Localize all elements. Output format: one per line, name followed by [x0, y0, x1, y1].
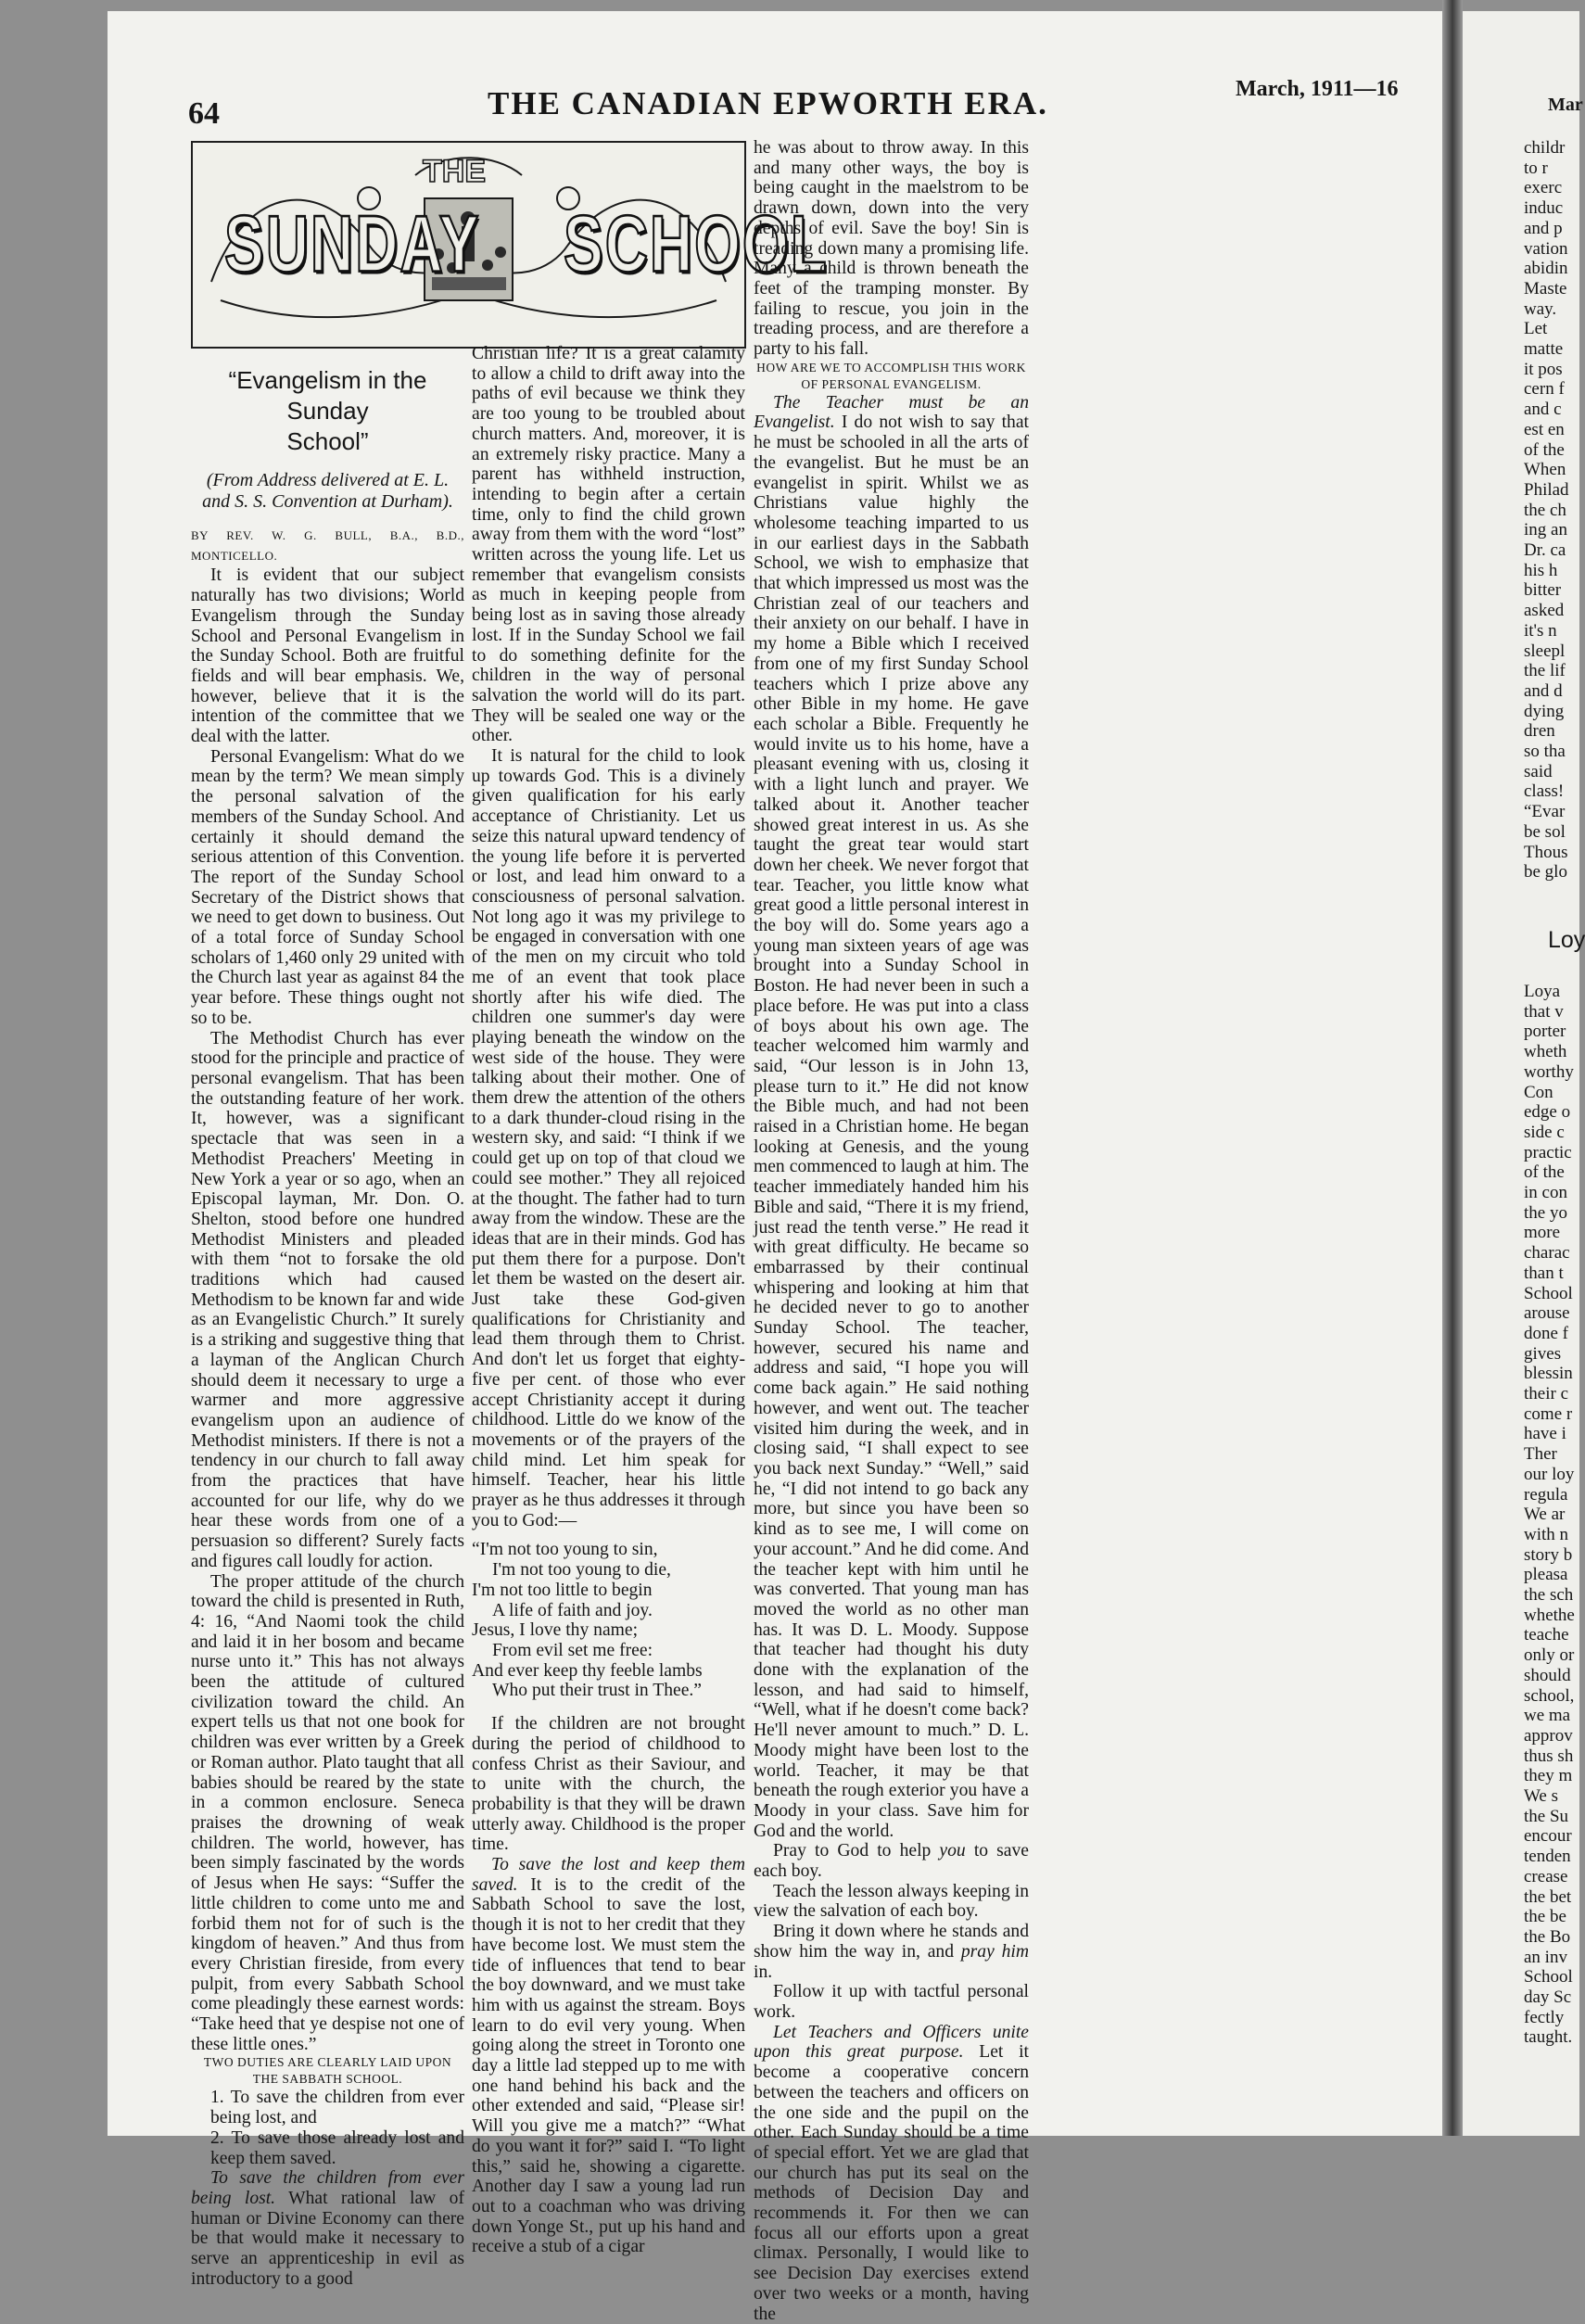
article-source: (From Address delivered at E. L. and S. S. Convention at Durham).	[202, 470, 453, 512]
article-title-line-2: School”	[286, 427, 369, 455]
facing-page-line: tenden	[1524, 1847, 1571, 1867]
facing-page-line: porter	[1524, 1022, 1566, 1042]
paragraph	[472, 1855, 745, 2257]
facing-page-line: arouse	[1524, 1303, 1570, 1324]
facing-page-line: Maste	[1524, 278, 1567, 298]
paragraph-text: Pray to God to help	[773, 1841, 940, 1861]
facing-page-line: should	[1524, 1665, 1571, 1685]
paragraph: Follow it up with tactful personal work.	[754, 1982, 1029, 2022]
paragraph: Teach the lesson always keeping in view the salvation of each boy.	[754, 1881, 1029, 1922]
paragraph-text: in.	[754, 1962, 773, 1982]
facing-page-line: their c	[1524, 1384, 1569, 1403]
facing-page-line: be glo	[1524, 862, 1567, 883]
facing-page-line: so tha	[1524, 742, 1566, 761]
facing-page-line: sleepl	[1524, 641, 1566, 661]
poem-line: “I'm not too young to sin,	[472, 1540, 658, 1560]
facing-page-line: practic	[1524, 1142, 1572, 1162]
facing-page-line: ing an	[1524, 520, 1567, 540]
facing-page-line: only or	[1524, 1645, 1575, 1666]
facing-page-line: abidin	[1524, 259, 1568, 279]
facing-page-line: the be	[1524, 1907, 1566, 1927]
article-title-line-1: “Evangelism in the Sunday	[228, 366, 427, 425]
paragraph-text: I do not wish to say that he must be schooled in all the arts of the evangelist. But he must be an evangelist in spirit. Whilst we as Christians value highly the wholesome teaching imparted to us in our earliest days in the Sabbath School, we wish to emphasize that that which impressed us most was the Christian zeal of our teachers and their anxiety on our behalf. I have in my home a Bible which I received from one of my first Sunday School teachers which I prize above any other Bible in my home. He gave each scholar a Bible. Frequently he would invite us to his home, have a pleasant evening with us, closing it with a light lunch and prayer. We talked about it. Another teacher showed great interest in us. As she taught the great tear would start down her cheek. We never forgot that tear. Teacher, you little know what great good a little personal interest in the boy will do. Some years ago a young man sixteen years of age was brought into a Sunday School in Boston. He had never been in such a place before. He was put into a class of boys about his own age. The teacher welcomed him warmly and said, “Our lesson is in John 13, please turn to it.” He did not know the Bible much, and had not been raised in a Christian home. He began looking at Genesis, and the young men commenced to laugh at him. The teacher immediately handed him his Bible and said, “There it is my friend, just read the tenth verse.” He read it with great difficulty. He became so embarrassed by their continual whispering and looking at him that he decided never to go to another Sunday School. The teacher, however, secured his name and address and said, “I hope you will come back again.” He said nothing however, and went out. The teacher visited him during the week, and in closing said, “I shall expect to see you back next Sunday.” “Well,” said he, “I did not intend to go back any more, but since you have been so kind as to see me, I will come on your account.” And he did come. And the teacher kept with him until he was converted. That young man has moved the world as no other man has. It was D. L. Moody. Suppose that teacher had thought his duty done with the explanation of the lesson, and had said to himself, “Well, what if he doesn't come back? He'll never amount to much.” D. L. Moody might have been lost to the world. Teacher, it may be that beneath the rough exterior you have a Moody in your class. Save him for God and the world.	[754, 413, 1029, 1841]
facing-page-line: Philad	[1524, 479, 1569, 500]
facing-page-line: vation	[1524, 238, 1568, 259]
paragraph-text: Bring it down where he stands and show him the way in, and	[754, 1922, 1029, 1962]
poem-line: From evil set me free:	[492, 1641, 653, 1660]
facing-page-line: Con	[1524, 1082, 1553, 1102]
facing-page-line: Dr. ca	[1524, 540, 1566, 560]
paragraph-text: to save each boy.	[754, 1841, 1029, 1882]
paragraph	[754, 1841, 1029, 1881]
facing-page-line: day Sc	[1524, 1987, 1572, 2007]
poem-line: And ever keep thy feeble lambs	[472, 1660, 703, 1681]
binding-gutter	[1442, 0, 1463, 2136]
duty-item: 2. To save those already lost and keep them saved.	[210, 2127, 464, 2168]
facing-page-line: bitter	[1524, 580, 1562, 601]
issue-date: March, 1911—16	[1236, 77, 1399, 101]
facing-page-line: Thous	[1524, 842, 1568, 862]
facing-page-line: regula	[1524, 1484, 1568, 1505]
facing-page-line: Let	[1524, 319, 1548, 339]
paragraph	[754, 393, 1029, 1842]
facing-page-line: dying	[1524, 701, 1565, 721]
facing-page-line: fectly	[1524, 2007, 1565, 2027]
section-subhead: TWO DUTIES ARE CLEARLY LAID UPON THE SABBATH SCHOOL.	[203, 2055, 452, 2087]
page-number: 64	[188, 96, 220, 131]
paragraph-text: Let it become a cooperative concern between the teachers and officers on the one side and the pupil on the other. Each Sunday should be a time of special effort. Yet we are glad that our church has put its seal on the methods of Decision Day and recommends it. For then we can focus all our efforts upon a great climax. Personally, I would like to see Decision Day exercises extend over two weeks or a month, having the	[754, 2042, 1029, 2324]
facing-page-line: the sch	[1524, 1585, 1574, 1605]
facing-page-line: charac	[1524, 1243, 1570, 1264]
column-2	[472, 344, 745, 2257]
facing-page-line: wheth	[1524, 1042, 1567, 1062]
column-3	[754, 138, 1029, 2324]
facing-page-line: dren	[1524, 721, 1555, 742]
magazine-page	[108, 11, 1442, 2324]
facing-page-line: side c	[1524, 1122, 1565, 1142]
prayer-poem	[472, 1540, 745, 1701]
banner-sunday-word: SUNDAY	[224, 198, 481, 289]
facing-page-line: the Su	[1524, 1806, 1569, 1826]
facing-page-line: our loy	[1524, 1464, 1575, 1484]
paragraph: Personal Evangelism: What do we mean by the term? We mean simply the personal salvation of the members of the Sunday School. And certainly it should demand the serious attention of this Convention. The report of the Sunday School Secretary of the District shows that we need to get down to business. Out of a total force of Sunday School scholars of 1,460 only 29 united with the Church last year as against 84 the year before. These things ought not so to be.	[191, 746, 464, 1028]
facing-page-line: childr	[1524, 138, 1566, 158]
facing-page-line: thus sh	[1524, 1746, 1574, 1766]
facing-page-line: it's n	[1524, 620, 1557, 641]
facing-page-line: est en	[1524, 419, 1565, 439]
paragraph: If the children are not brought during the period of childhood to confess Christ as their Saviour, and to unite with the church, the probability is that they will be drawn utterly away. Childhood is the proper time.	[472, 1714, 745, 1855]
poem-line: Who put their trust in Thee.”	[492, 1681, 702, 1701]
facing-page-line: matte	[1524, 339, 1564, 359]
facing-page-line: blessin	[1524, 1364, 1573, 1384]
facing-page-line: we ma	[1524, 1706, 1571, 1726]
facing-page-line: We s	[1524, 1786, 1558, 1806]
duty-item: 1. To save the children from ever being lost, and	[210, 2088, 464, 2128]
facing-page-line: crease	[1524, 1866, 1568, 1886]
masthead: THE CANADIAN EPWORTH ERA.	[488, 85, 1048, 121]
paragraph: Christian life? It is a great calamity to allow a child to drift away into the paths of evil because we think they are too young to be troubled about church matters. And, moreover, it is an extremely risky practice. Many a parent has withheld instruction, intending to begin after a certain time, only to find the child grown away from them with the word “lost” written across the young life. Let us remember that evangelism consists as much in keeping people from being lost as in saving those already lost. If in the Sunday School we fail to do something definite for the children in the way of personal salvation the world will do its part. They will be sealed one way or the other.	[472, 344, 745, 746]
facing-page-line: come r	[1524, 1403, 1573, 1424]
facing-page-line: than t	[1524, 1263, 1564, 1283]
facing-page-line: gives	[1524, 1343, 1562, 1364]
poem-line: A life of faith and joy.	[492, 1600, 653, 1620]
facing-page-line: School	[1524, 1967, 1573, 1987]
facing-page-line: and d	[1524, 680, 1563, 701]
facing-page-line: school,	[1524, 1685, 1575, 1706]
facing-page-line: School	[1524, 1283, 1573, 1303]
facing-page-title: Loy	[1548, 927, 1585, 953]
facing-page-line: approv	[1524, 1725, 1573, 1746]
facing-page-line: the ch	[1524, 500, 1566, 520]
facing-page-line: said	[1524, 761, 1553, 781]
banner-the-word: THE	[423, 154, 486, 189]
facing-page-line: they m	[1524, 1766, 1573, 1786]
facing-page-line: have i	[1524, 1424, 1566, 1444]
facing-page-line: We ar	[1524, 1505, 1566, 1525]
paragraph-text: It is to the credit of the Sabbath School to save the lost, though it is not to her credit that they have become lost. We must stem the tide of influences that tend to bear the boy downward, and we must take him with us against the stream. Boys learn to do evil very young. When going along the street in Toronto one day a little lad stepped up to me with one hand behind his back and the other extended and said, “Please sir! Will you give me a match?” “What do you want it for?” said I. “To light this,” said he, showing a cigarette. Another day I saw a young lad run out to a coachman who was driving down Yonge St., put up his hand and receive a stub of a cigar	[472, 1874, 745, 2257]
sunday-school-banner	[191, 141, 829, 349]
facing-page-line: of the	[1524, 1162, 1565, 1183]
facing-page-line: way.	[1524, 298, 1557, 319]
facing-page-line: teache	[1524, 1625, 1569, 1645]
paragraph: It is natural for the child to look up towards God. This is a divinely given qualification for his early acceptance of Christianity. Let us seize this natural upward tendency of the young life before it is perverted or lost, and lead him onward to a consciousness of personal salvation. Not long ago it was my privilege to be engaged in conversation with one of the men on my circuit who told me of an event that took place shortly after his wife died. The children one summer's day were playing beneath the window on the west side of the house. They were talking about their mother. One of them drew the attention of the others to a dark thunder-cloud rising in the western sky, and said: “I think if we could get up on top of that cloud we could see mother.” They all rejoiced at the thought. The father had to turn away from the window. These are the ideas that are in their minds. God has put them there for a purpose. Don't let them be wasted on the desert air. Just take these God-given qualifications for Christianity and lead them through them to Christ. And don't let us forget that eighty-five per cent. of those who ever accept Christianity accept it during childhood. Little do we know of the movements or of the prayers of the child mind. Let him speak for himself. Teacher, hear his little prayer as he thus addresses it through you to God:—	[472, 746, 745, 1530]
emphasis-word: pray him	[960, 1941, 1029, 1962]
facing-page-line: the yo	[1524, 1202, 1567, 1223]
paragraph-text: What rational law of human or Divine Economy can there be that would make it necessary to serve an apprenticeship in evil as introductory to a good	[191, 2188, 464, 2289]
facing-page-line: and c	[1524, 400, 1562, 420]
emphasis-word: you	[939, 1841, 966, 1861]
facing-page-line: more	[1524, 1223, 1561, 1243]
facing-page-line: induc	[1524, 198, 1564, 219]
facing-page-line: whethe	[1524, 1605, 1575, 1625]
facing-page-line: in con	[1524, 1183, 1567, 1202]
facing-page-line: Ther	[1524, 1444, 1557, 1465]
facing-page-line: Loya	[1524, 982, 1561, 1001]
paragraph: It is evident that our subject naturally has two divisions; World Evangelism through the Sunday School and Personal Evangelism in the Sunday School. Both are fruitful fields and will bear emphasis. We, however, believe that it is the intention of the committee that we deal with the latter.	[191, 565, 464, 747]
facing-page-line: his h	[1524, 560, 1558, 580]
facing-page-line: the bet	[1524, 1886, 1572, 1907]
facing-page-line: the Bo	[1524, 1926, 1571, 1947]
paragraph: The Methodist Church has ever stood for the principle and practice of personal evangelism. That has been the outstanding feature of her work. It, however, was a significant spectacle that was seen in a Methodist Preachers' Meeting in New York a year or so ago, when an Episcopal layman, Mr. Don. O. Shelton, stood before one hundred Methodist Ministers and pleaded with them “not to forsake the old traditions which had caused Methodism to be known far and wide as an Evangelistic Church.” It surely is a striking and suggestive thing that a layman of the Anglican Church should deem it necessary to urge a warmer and more aggressive evangelism upon an audience of Methodist ministers. If there is not a tendency in our church to fall away from the practices that have accounted for our life, why do we hear these words from one of a persuasion so different? Surely facts and figures call loudly for action.	[191, 1028, 464, 1571]
facing-page-line: pleasa	[1524, 1565, 1568, 1585]
facing-page-edge	[1463, 11, 1585, 2136]
poem-line: I'm not too little to begin	[472, 1580, 653, 1600]
facing-page-line: with n	[1524, 1524, 1569, 1544]
facing-page-line: class!	[1524, 781, 1565, 802]
facing-page-line: and p	[1524, 218, 1563, 238]
article-title	[191, 365, 464, 457]
column-1	[191, 365, 464, 2289]
facing-page-line: that v	[1524, 1001, 1564, 1022]
section-subhead: HOW ARE WE TO ACCOMPLISH THIS WORK OF PERSONAL EVANGELISM.	[756, 360, 1026, 391]
facing-page-line: it pos	[1524, 359, 1563, 379]
article-byline: BY REV. W. G. BULL, B.A., B.D., MONTICELLO.	[191, 528, 464, 563]
emphasis-lead: To save the lost and keep them saved.	[472, 1855, 745, 1895]
facing-page-line: taught.	[1524, 2027, 1573, 2048]
facing-page-line: encour	[1524, 1826, 1572, 1847]
facing-page-line: to r	[1524, 158, 1548, 178]
facing-page-line: “Evar	[1524, 802, 1566, 822]
paragraph	[191, 2168, 464, 2289]
facing-page-line: be sol	[1524, 821, 1566, 842]
paragraph	[754, 1922, 1029, 1982]
facing-page-line: an inv	[1524, 1947, 1567, 1967]
paragraph	[754, 2023, 1029, 2324]
facing-page-line: cern f	[1524, 379, 1565, 400]
facing-page-line: When	[1524, 460, 1566, 480]
facing-page-header: Mar	[1548, 95, 1583, 115]
emphasis-lead: Let Teachers and Officers unite upon this great purpose.	[754, 2022, 1029, 2063]
facing-page-line: of the	[1524, 439, 1565, 460]
emphasis-lead: To save the children from ever being lost.	[191, 2168, 464, 2208]
facing-page-line: the lif	[1524, 661, 1566, 681]
facing-page-line: asked	[1524, 601, 1565, 621]
facing-page-line: edge o	[1524, 1102, 1571, 1123]
facing-page-line: story b	[1524, 1544, 1573, 1565]
poem-line: I'm not too young to die,	[492, 1560, 671, 1581]
poem-line: Jesus, I love thy name;	[472, 1620, 639, 1641]
facing-page-line: done f	[1524, 1323, 1569, 1343]
banner-school-word: SCHOOL	[564, 198, 829, 289]
paragraph: he was about to throw away. In this and many other ways, the boy is being caught in the maelstrom to be drawn down, down into the very depths of evil. Save the boy! Sin is treading down many a promising life. Many a child is thrown beneath the feet of the tramping monster. By failing to rescue, you join in the treading process, and are therefore a party to his fall.	[754, 138, 1029, 360]
paragraph: The proper attitude of the church toward the child is presented in Ruth, 4: 16, “And Naomi took the child and laid it in her bosom and became nurse unto it.” This has not always been the attitude of cultured civilization toward the child. An expert tells us that not one book for children was ever written by a Greek or Roman author. Plato taught that all babies should be reared by the state in a common enclosure. Seneca praises the drowning of weak children. The world, however, has been simply fascinated by the words of Jesus when He says: “Suffer the little children to come unto me and forbid them not for of such is the kingdom of heaven.” And thus from every Christian fireside, from every pulpit, from every Sabbath School come pleadingly these earnest words: “Take heed that ye despise not one of these little ones.”	[191, 1571, 464, 2054]
facing-page-line: worthy	[1524, 1061, 1574, 1082]
emphasis-lead: The Teacher must be an Evangelist.	[754, 392, 1029, 433]
facing-page-line: exerc	[1524, 178, 1563, 198]
